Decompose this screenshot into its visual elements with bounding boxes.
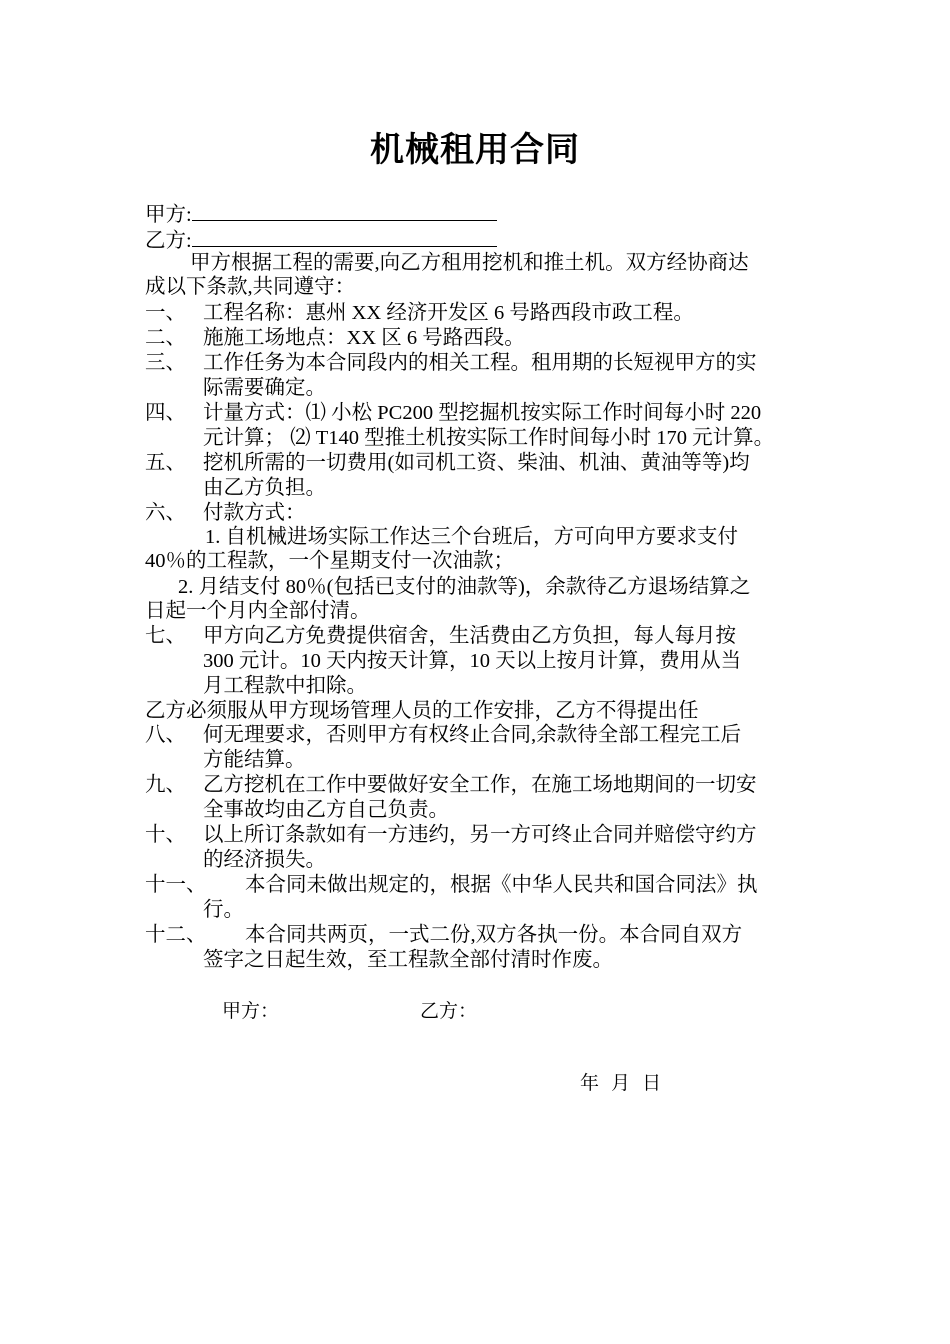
clause-7-text-3: 月工程款中扣除。 — [203, 675, 367, 697]
clause-11-text-1: 本合同未做出规定的，根据《中华人民共和国合同法》执 — [245, 874, 758, 896]
clause-6-sub1-line-1: 1. 自机械进场实际工作达三个台班后，方可向甲方要求支付 — [205, 526, 738, 548]
party-a-field — [145, 200, 497, 228]
clause-8-text-1: 何无理要求，否则甲方有权终止合同,余款待全部工程完工后 — [203, 724, 742, 746]
clause-4-text-2: 元计算； ⑵ T140 型推土机按实际工作时间每小时 170 元计算。 — [203, 427, 775, 449]
clause-5-number: 五、 — [145, 452, 186, 474]
party-b-label: 乙方: — [145, 230, 192, 252]
clause-2-text: 施施工场地点：XX 区 6 号路西段。 — [203, 327, 525, 349]
clause-9-text-2: 全事故均由乙方自己负责。 — [203, 799, 449, 821]
clause-6-text: 付款方式： — [203, 502, 306, 524]
clause-3-text-2: 际需要确定。 — [203, 377, 326, 399]
clause-10-number: 十、 — [145, 824, 186, 846]
clause-3-number: 三、 — [145, 352, 186, 374]
signature-party-a: 甲方： — [222, 1000, 280, 1022]
clause-3-text-1: 工作任务为本合同段内的相关工程。租用期的长短视甲方的实 — [203, 352, 757, 374]
intro-line-2: 成以下条款,共同遵守： — [145, 276, 356, 298]
clause-7-number: 七、 — [145, 625, 186, 647]
page-title: 机械租用合同 — [370, 130, 580, 170]
clause-6-sub2-line-1: 2. 月结支付 80％(包括已支付的油款等)，余款待乙方退场结算之 — [178, 576, 751, 598]
clause-10-text-1: 以上所订条款如有一方违约，另一方可终止合同并赔偿守约方 — [203, 824, 757, 846]
clause-9-number: 九、 — [145, 774, 186, 796]
clause-6-sub1-line-2: 40％的工程款，一个星期支付一次油款； — [145, 550, 514, 572]
clause-9-text-1: 乙方挖机在工作中要做好安全工作，在施工场地期间的一切安 — [203, 774, 757, 796]
clause-1-number: 一、 — [145, 302, 186, 324]
signature-date: 年 月 日 — [580, 1072, 662, 1094]
party-b-blank[interactable] — [192, 226, 497, 247]
clause-12-number: 十二、 — [145, 924, 207, 946]
clause-5-text-1: 挖机所需的一切费用(如司机工资、柴油、机油、黄油等等)均 — [203, 452, 750, 474]
clause-6-sub2-line-2: 日起一个月内全部付清。 — [145, 600, 371, 622]
clause-12-text-2: 签字之日起生效，至工程款全部付清时作废。 — [203, 949, 613, 971]
clause-1-text: 工程名称：惠州 XX 经济开发区 6 号路西段市政工程。 — [203, 302, 694, 324]
clause-5-text-2: 由乙方负担。 — [203, 477, 326, 499]
clause-7-text-2: 300 元计。10 天内按天计算，10 天以上按月计算，费用从当 — [203, 650, 742, 672]
clause-4-number: 四、 — [145, 402, 186, 424]
clause-2-number: 二、 — [145, 327, 186, 349]
clause-11-text-2: 行。 — [203, 899, 244, 921]
party-a-blank[interactable] — [192, 200, 497, 221]
clause-8-number: 八、 — [145, 724, 186, 746]
clause-8-text-2: 方能结算。 — [203, 749, 306, 771]
party-a-label: 甲方: — [145, 204, 192, 226]
clause-12-text-1: 本合同共两页，一式二份,双方各执一份。本合同自双方 — [245, 924, 743, 946]
intro-line-1: 甲方根据工程的需要,向乙方租用挖机和推土机。双方经协商达 — [190, 252, 749, 274]
clause-7-text-1: 甲方向乙方免费提供宿舍，生活费由乙方负担，每人每月按 — [203, 625, 736, 647]
clause-10-text-2: 的经济损失。 — [203, 849, 326, 871]
signature-party-b: 乙方： — [420, 1000, 478, 1022]
clause-6-number: 六、 — [145, 502, 186, 524]
clause-11-number: 十一、 — [145, 874, 207, 896]
clause-7-extra: 乙方必须服从甲方现场管理人员的工作安排，乙方不得提出任 — [145, 700, 699, 722]
clause-4-text-1: 计量方式：⑴ 小松 PC200 型挖掘机按实际工作时间每小时 220 — [203, 402, 762, 424]
